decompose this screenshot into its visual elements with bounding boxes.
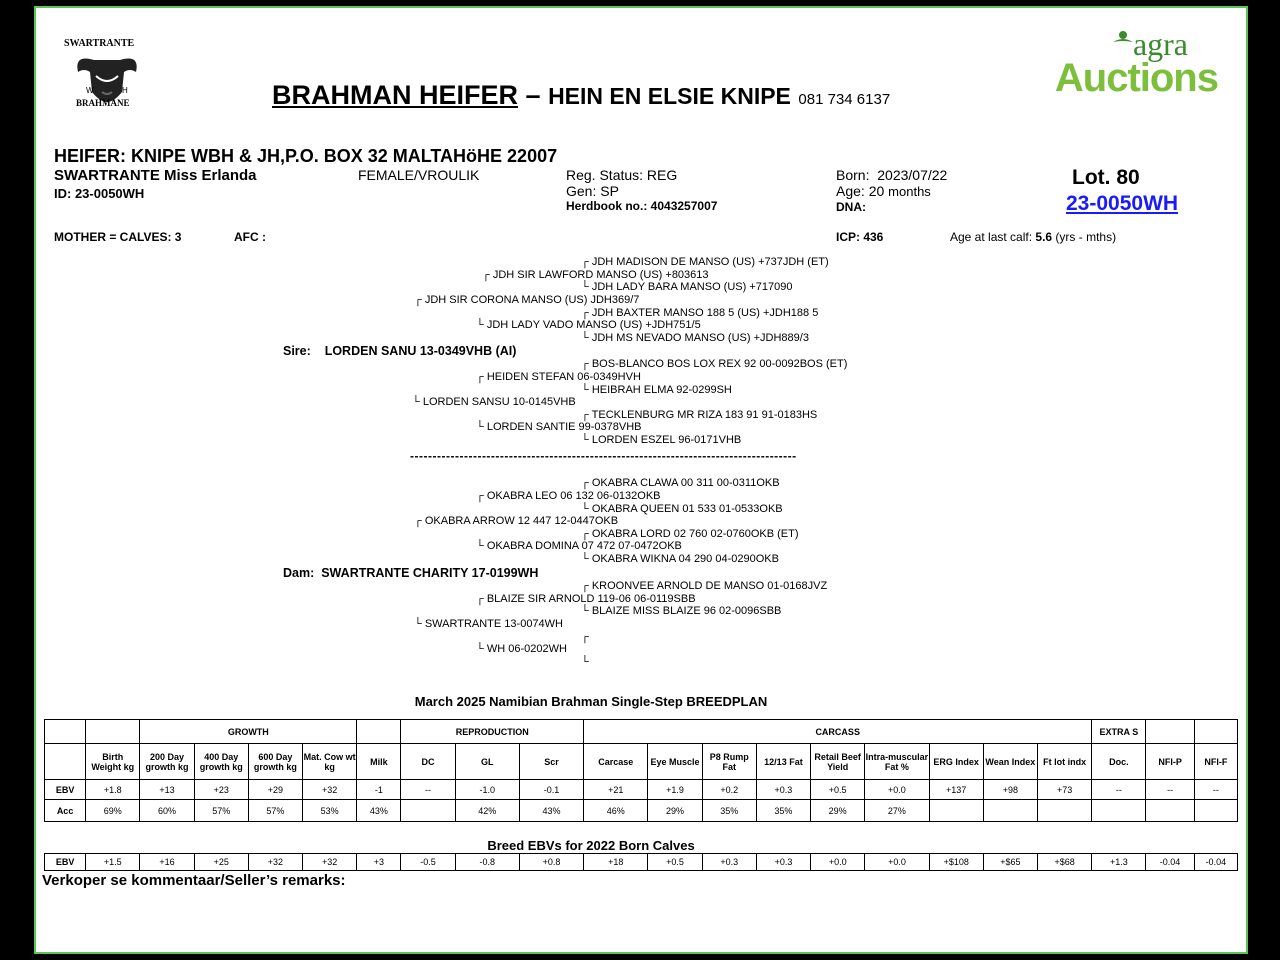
ebv-cell: -1.0: [455, 780, 519, 800]
sire: [283, 344, 516, 358]
breed-ebv-cell: +$68: [1038, 854, 1092, 871]
ebv-cell: -1: [357, 780, 401, 800]
ebv-cell: +0.0: [865, 780, 929, 800]
acc-cell: 27%: [865, 800, 929, 822]
age-last-calf-label: Age at last calf:: [950, 230, 1033, 244]
logo-initial-h: H: [122, 86, 128, 95]
ebv-cell: --: [1092, 780, 1146, 800]
acc-cell: 43%: [519, 800, 583, 822]
ebv-cell: +23: [194, 780, 248, 800]
heifer-line: HEIFER: KNIPE WBH & JH,P.O. BOX 32 MALTAHöHE 22007: [54, 146, 558, 166]
pedigree-line: └ OKABRA DOMINA 07 472 07-0472OKB: [476, 540, 682, 552]
sire-label: Sire:: [283, 344, 311, 358]
animal-id: ID: 23-0050WH: [54, 186, 145, 201]
breed-average-title: Breed EBVs for 2022 Born Calves: [487, 838, 695, 853]
pedigree-line: ┌ TECKLENBURG MR RIZA 183 91 91-0183HS: [581, 409, 818, 421]
dam-label: Dam:: [283, 566, 315, 580]
pedigree-line: ┌ OKABRA LEO 06 132 06-0132OKB: [476, 490, 661, 502]
ebv-cell: +137: [929, 780, 983, 800]
title-phone: 081 734 6137: [798, 91, 891, 108]
breed-ebv-cell: +18: [584, 854, 648, 871]
dna: DNA:: [836, 200, 866, 214]
age-last-calf: [950, 230, 1116, 244]
row-label: EBV: [45, 854, 86, 871]
auctions-word: Auctions: [1054, 56, 1218, 100]
title-owner: HEIN EN ELSIE KNIPE: [548, 83, 791, 109]
row-label: EBV: [45, 780, 86, 800]
ebv-cell: +0.3: [756, 780, 810, 800]
group-carcass: CARCASS: [584, 720, 1092, 744]
breed-average-table: [44, 853, 1238, 871]
gen: Gen: SP: [566, 183, 619, 199]
acc-cell: 57%: [194, 800, 248, 822]
breed-ebv-cell: +1.3: [1092, 854, 1146, 871]
pedigree-line: └ OKABRA QUEEN 01 533 01-0533OKB: [581, 503, 783, 515]
breed-ebv-cell: +32: [303, 854, 357, 871]
logo-initial-w: W: [86, 86, 94, 95]
column-header: Retail Beef Yield: [811, 744, 865, 780]
dam: [283, 566, 538, 580]
acc-cell: [1092, 800, 1146, 822]
age-label: Age:: [836, 183, 865, 199]
breed-ebv-cell: -0.5: [401, 854, 455, 871]
age-unit: months: [888, 184, 931, 199]
ebv-cell: +1.8: [86, 780, 140, 800]
born: [836, 167, 947, 183]
acc-cell: 35%: [702, 800, 756, 822]
column-header-row: [45, 744, 1238, 780]
pedigree-line: └ OKABRA WIKNA 04 290 04-0290OKB: [581, 553, 779, 565]
breed-ebv-cell: +25: [194, 854, 248, 871]
acc-row: [45, 800, 1238, 822]
acc-cell: [1037, 800, 1091, 822]
column-header: DC: [401, 744, 455, 780]
breed-ebv-cell: -0.04: [1194, 854, 1237, 871]
group-growth: GROWTH: [140, 720, 357, 744]
pedigree-line: ┌ JDH SIR CORONA MANSO (US) JDH369/7: [414, 294, 640, 306]
column-header: GL: [455, 744, 519, 780]
born-date: 2023/07/22: [877, 167, 948, 183]
ebv-row: [45, 780, 1238, 800]
herdbook-label: Herdbook no.:: [566, 199, 648, 213]
swartrante-logo: [64, 36, 150, 112]
pedigree-line: └ BLAIZE MISS BLAIZE 96 02-0096SBB: [581, 605, 782, 617]
breed-ebv-cell: +0.3: [702, 854, 756, 871]
column-header: Doc.: [1092, 744, 1146, 780]
animal-sex: FEMALE/VROULIK: [358, 167, 480, 183]
pedigree-line: └ SWARTRANTE 13-0074WH: [414, 618, 563, 630]
pedigree-line: ┌ BLAIZE SIR ARNOLD 119-06 06-0119SBB: [476, 593, 696, 605]
logo-bottom-text: BRAHMANE: [76, 98, 130, 108]
logo-top-text: SWARTRANTE: [64, 38, 135, 49]
sale-sheet: [34, 6, 1248, 954]
acc-cell: [1194, 800, 1237, 822]
ebv-cell: +0.5: [811, 780, 865, 800]
seller-remarks: Verkoper se kommentaar/Seller’s remarks:: [42, 872, 346, 889]
pedigree-line: └ LORDEN ESZEL 96-0171VHB: [581, 434, 742, 446]
column-header: Scr: [519, 744, 583, 780]
column-header: 400 Day growth kg: [194, 744, 248, 780]
pedigree-line: ┌ JDH MADISON DE MANSO (US) +737JDH (ET): [581, 256, 829, 268]
pedigree-line: ┌ JDH SIR LAWFORD MANSO (US) +803613: [482, 269, 709, 281]
column-header: Carcase: [584, 744, 648, 780]
empty-cell: [1146, 720, 1194, 744]
age-last-calf-value: 5.6: [1035, 230, 1053, 244]
agra-figure-icon: [1112, 30, 1134, 52]
breed-ebv-cell: +$65: [983, 854, 1037, 871]
age: [836, 183, 931, 199]
column-header: 600 Day growth kg: [248, 744, 302, 780]
pedigree-line: ┌ HEIDEN STEFAN 06-0349HVH: [476, 371, 641, 383]
reg-status: Reg. Status: REG: [566, 167, 678, 183]
acc-cell: 53%: [303, 800, 357, 822]
acc-cell: 42%: [455, 800, 519, 822]
title-separator: –: [525, 80, 541, 110]
pedigree-line: ┌ BOS-BLANCO BOS LOX REX 92 00-0092BOS (ET): [581, 358, 848, 370]
column-header: NFI-P: [1146, 744, 1194, 780]
lot-id-link[interactable]: 23-0050WH: [1066, 192, 1179, 215]
acc-cell: 29%: [648, 800, 702, 822]
breed-ebv-cell: +0.0: [811, 854, 865, 871]
herdbook: [566, 199, 717, 213]
acc-cell: 57%: [248, 800, 302, 822]
ebv-cell: +13: [140, 780, 194, 800]
born-label: Born:: [836, 167, 870, 183]
title-breed: BRAHMAN HEIFER: [272, 80, 518, 110]
breed-ebv-cell: +0.8: [519, 854, 583, 871]
acc-cell: 46%: [584, 800, 648, 822]
breed-ebv-cell: -0.04: [1146, 854, 1194, 871]
acc-cell: [1146, 800, 1194, 822]
pedigree-line: └ JDH LADY BARA MANSO (US) +717090: [581, 281, 793, 293]
ebv-cell: +73: [1037, 780, 1091, 800]
pedigree-line: └ LORDEN SANTIE 99-0378VHB: [476, 421, 642, 433]
breed-ebv-cell: +0.5: [648, 854, 702, 871]
breed-ebv-cell: +1.5: [86, 854, 140, 871]
empty-cell: [1194, 720, 1237, 744]
acc-cell: [929, 800, 983, 822]
acc-cell: 60%: [140, 800, 194, 822]
ebv-cell: +32: [303, 780, 357, 800]
empty-cell: [86, 720, 140, 744]
column-header: Mat. Cow wt kg: [303, 744, 357, 780]
pedigree-line: └ JDH MS NEVADO MANSO (US) +JDH889/3: [581, 332, 809, 344]
agra-auctions-logo: [1028, 26, 1218, 106]
ebv-cell: -0.1: [519, 780, 583, 800]
pedigree-line: └ HEIBRAH ELMA 92-0299SH: [581, 384, 732, 396]
corner-cell: [45, 720, 86, 744]
column-header: 12/13 Fat: [756, 744, 810, 780]
dam-name: SWARTRANTE CHARITY 17-0199WH: [321, 566, 539, 580]
ebv-cell: +0.2: [702, 780, 756, 800]
column-header: Ft lot indx: [1037, 744, 1091, 780]
ebv-cell: +1.9: [648, 780, 702, 800]
ebv-cell: --: [401, 780, 455, 800]
column-header: 200 Day growth kg: [140, 744, 194, 780]
icp: ICP: 436: [836, 230, 884, 244]
pedigree-line: └ WH 06-0202WH: [476, 643, 567, 655]
pedigree-line: ┌ OKABRA LORD 02 760 02-0760OKB (ET): [581, 528, 799, 540]
column-header: NFI-F: [1194, 744, 1237, 780]
lot-number: Lot. 80: [1072, 166, 1140, 189]
ebv-cell: --: [1194, 780, 1237, 800]
breedplan-title: March 2025 Namibian Brahman Single-Step BREEDPLAN: [414, 694, 768, 709]
group-reproduction: REPRODUCTION: [401, 720, 584, 744]
page-title: [272, 80, 890, 111]
acc-cell: [983, 800, 1037, 822]
column-header: Birth Weight kg: [86, 744, 140, 780]
column-header: ERG Index: [929, 744, 983, 780]
breedplan-table: [44, 719, 1238, 822]
age-value: 20: [868, 183, 885, 199]
breed-ebv-cell: +0.3: [756, 854, 810, 871]
age-last-calf-unit: (yrs - mths): [1055, 230, 1117, 244]
column-header: P8 Rump Fat: [702, 744, 756, 780]
ebv-cell: +98: [983, 780, 1037, 800]
column-header: Wean Index: [983, 744, 1037, 780]
agra-word: agra: [1132, 26, 1188, 62]
breed-ebv-row: [45, 854, 1238, 871]
animal-name: SWARTRANTE Miss Erlanda: [54, 167, 257, 184]
breed-ebv-cell: +$108: [929, 854, 983, 871]
column-header: Intra-muscular Fat %: [865, 744, 929, 780]
sire-name: LORDEN SANU 13-0349VHB (AI): [324, 344, 517, 358]
breed-ebv-cell: +16: [140, 854, 194, 871]
row-label-header: [45, 744, 86, 780]
group-header-row: [45, 720, 1238, 744]
acc-cell: 43%: [357, 800, 401, 822]
acc-cell: [401, 800, 455, 822]
breed-ebv-cell: +0.0: [865, 854, 929, 871]
group-extras: EXTRA S: [1092, 720, 1146, 744]
pedigree-line: ┌ JDH BAXTER MANSO 188 5 (US) +JDH188 5: [581, 307, 819, 319]
ebv-cell: --: [1146, 780, 1194, 800]
pedigree-line: └: [581, 656, 589, 668]
column-header: Eye Muscle: [648, 744, 702, 780]
pedigree-line: ┌ OKABRA ARROW 12 447 12-0447OKB: [414, 515, 619, 527]
acc-cell: 29%: [811, 800, 865, 822]
ebv-cell: +29: [248, 780, 302, 800]
pedigree-divider: --------------------------------------------------------------------------------------: [410, 449, 797, 463]
breed-ebv-cell: +32: [248, 854, 302, 871]
column-header: Milk: [357, 744, 401, 780]
acc-cell: 69%: [86, 800, 140, 822]
empty-cell: [357, 720, 401, 744]
row-label: Acc: [45, 800, 86, 822]
mother-calves: MOTHER = CALVES: 3: [54, 230, 182, 244]
ebv-cell: +21: [584, 780, 648, 800]
pedigree-line: └ JDH LADY VADO MANSO (US) +JDH751/5: [476, 319, 701, 331]
pedigree-line: ┌ KROONVEE ARNOLD DE MANSO 01-0168JVZ: [581, 580, 828, 592]
pedigree-line: └ LORDEN SANSU 10-0145VHB: [412, 396, 576, 408]
acc-cell: 35%: [756, 800, 810, 822]
afc: AFC :: [234, 230, 266, 244]
breed-ebv-cell: +3: [357, 854, 401, 871]
breed-ebv-cell: -0.8: [455, 854, 519, 871]
herdbook-no: 4043257007: [650, 199, 718, 213]
pedigree-line: ┌: [581, 631, 589, 643]
pedigree-line: ┌ OKABRA CLAWA 00 311 00-0311OKB: [581, 477, 780, 489]
